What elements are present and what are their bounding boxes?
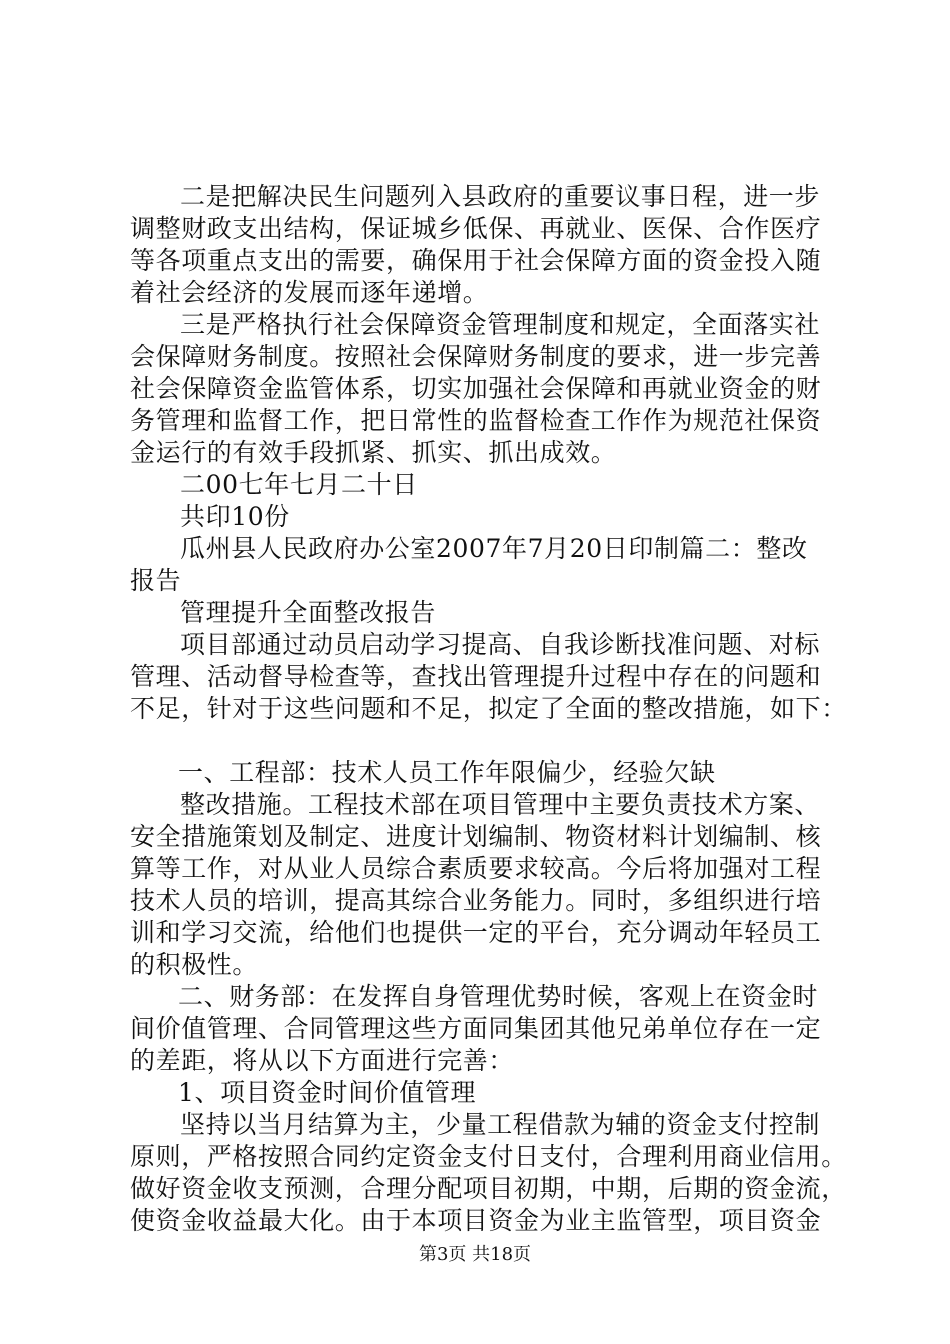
paragraph-line: 使资金收益最大化。由于本项目资金为业主监管型，项目资金 [130, 1206, 822, 1235]
paragraph-line: 原则，严格按照合同约定资金支付日支付，合理利用商业信用。 [130, 1142, 847, 1171]
paragraph-line: 安全措施策划及制定、进度计划编制、物资材料计划编制、核 [130, 822, 822, 851]
paragraph-line: 整改措施。工程技术部在项目管理中主要负责技术方案、 [180, 790, 821, 819]
paragraph-line: 二是把解决民生问题列入县政府的重要议事日程，进一步 [180, 182, 821, 211]
paragraph-line: 训和学习交流，给他们也提供一定的平台，充分调动年轻员工 [130, 918, 822, 947]
paragraph-line: 做好资金收支预测，合理分配项目初期，中期，后期的资金流， [130, 1174, 847, 1203]
paragraph-line: 着社会经济的发展而逐年递增。 [130, 278, 489, 307]
paragraph-line: 间价值管理、合同管理这些方面同集团其他兄弟单位存在一定 [130, 1014, 822, 1043]
paragraph-line: 不足，针对于这些问题和不足，拟定了全面的整改措施，如下： [130, 694, 847, 723]
paragraph-line: 的积极性。 [130, 950, 259, 979]
paragraph-line: 技术人员的培训，提高其综合业务能力。同时，多组织进行培 [130, 886, 822, 915]
paragraph-line: 调整财政支出结构，保证城乡低保、再就业、医保、合作医疗 [130, 214, 822, 243]
paragraph-line: 等各项重点支出的需要，确保用于社会保障方面的资金投入随 [130, 246, 822, 275]
paragraph-line: 坚持以当月结算为主，少量工程借款为辅的资金支付控制 [180, 1110, 821, 1139]
copies-line: 共印10份 [180, 502, 290, 531]
paragraph-line: 算等工作，对从业人员综合素质要求较高。今后将加强对工程 [130, 854, 822, 883]
paragraph-line: 管理、活动督导检查等，查找出管理提升过程中存在的问题和 [130, 662, 822, 691]
heading-line: 一、工程部：技术人员工作年限偏少，经验欠缺 [178, 758, 716, 787]
issuer-line: 瓜州县人民政府办公室2007年7月20日印制篇二：整改 [180, 534, 808, 563]
date-line: 二00七年七月二十日 [180, 470, 418, 499]
paragraph-line: 会保障财务制度。按照社会保障财务制度的要求，进一步完善 [130, 342, 822, 371]
section-title: 管理提升全面整改报告 [180, 598, 437, 627]
paragraph-line: 报告 [130, 566, 182, 595]
paragraph-line: 社会保障资金监管体系，切实加强社会保障和再就业资金的财 [130, 374, 822, 403]
paragraph-line: 金运行的有效手段抓紧、抓实、抓出成效。 [130, 438, 617, 467]
paragraph-line: 项目部通过动员启动学习提高、自我诊断找准问题、对标 [180, 630, 821, 659]
paragraph-line: 三是严格执行社会保障资金管理制度和规定，全面落实社 [180, 310, 821, 339]
paragraph-line: 务管理和监督工作，把日常性的监督检查工作作为规范社保资 [130, 406, 822, 435]
subheading-line: 1、项目资金时间价值管理 [178, 1078, 477, 1107]
page-number-footer: 第3页 共18页 [418, 1244, 532, 1265]
heading-line: 二、财务部：在发挥自身管理优势时候，客观上在资金时 [178, 982, 819, 1011]
paragraph-line: 的差距，将从以下方面进行完善： [130, 1046, 515, 1075]
